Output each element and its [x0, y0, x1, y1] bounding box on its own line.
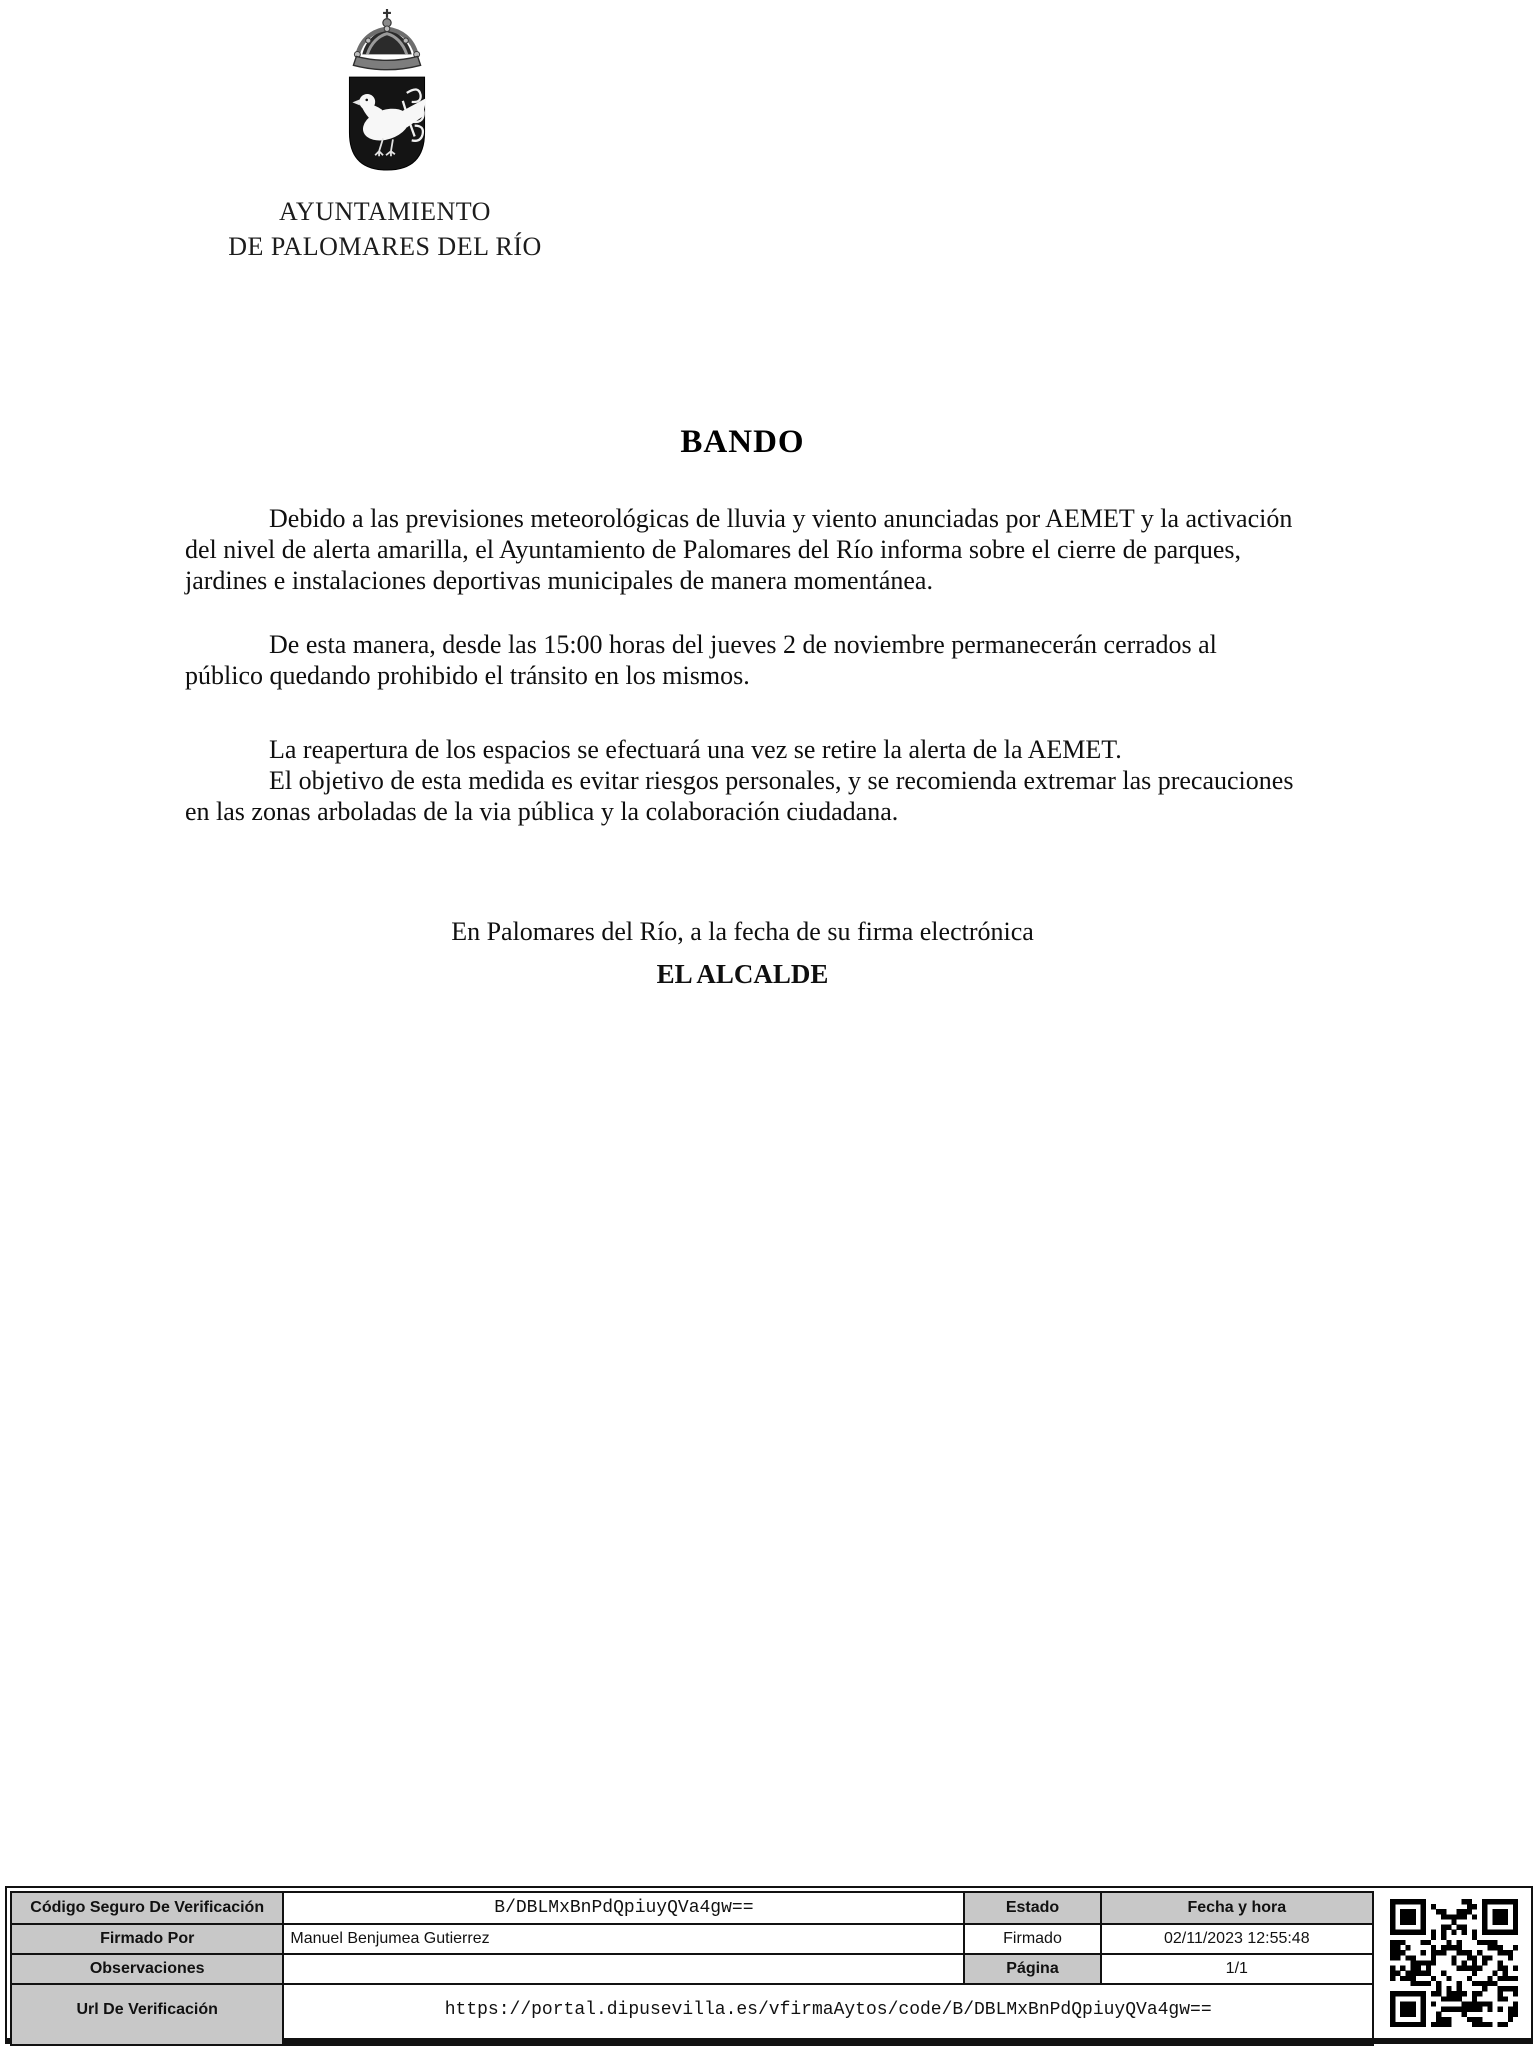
estado-header-cell: Estado: [964, 1892, 1100, 1924]
signature-block: [185, 916, 1300, 990]
firmado-por-label-cell: Firmado Por: [11, 1924, 283, 1954]
document-title: BANDO: [680, 424, 805, 460]
shield-icon: [349, 77, 426, 170]
url-label-cell: Url De Verificación: [11, 1984, 283, 2045]
qr-code-icon: [1390, 1899, 1518, 2027]
signer-role: EL ALCALDE: [656, 959, 829, 989]
table-row: [11, 1954, 1373, 1984]
observaciones-label-cell: Observaciones: [11, 1954, 283, 1984]
verification-footer: [5, 1886, 1533, 2044]
qr-code-box: [1380, 1891, 1528, 2035]
coat-of-arms-icon: [337, 6, 437, 174]
fecha-header-cell: Fecha y hora: [1101, 1892, 1373, 1924]
observaciones-value-cell: [283, 1954, 964, 1984]
organization-name: [165, 194, 605, 264]
paragraph: De esta manera, desde las 15:00 horas del jueves 2 de noviembre permanecerán cerrados al público quedando prohibido el tránsito en los mismos.: [185, 630, 1217, 690]
closing-place-line: En Palomares del Río, a la fecha de su firma electrónica: [451, 917, 1034, 946]
paragraph: El objetivo de esta medida es evitar riesgos personales, y se recomienda extremar las precauciones en las zonas arboladas de la via pública y la colaboración ciudadana.: [185, 766, 1294, 826]
pagina-value-cell: 1/1: [1101, 1954, 1373, 1984]
document-body: [185, 503, 1295, 827]
table-row: [11, 1924, 1373, 1954]
verification-table: [10, 1891, 1374, 2046]
paragraph: La reapertura de los espacios se efectuará una vez se retire la alerta de la AEMET.: [269, 735, 1122, 764]
organization-name-line1: AYUNTAMIENTO: [279, 197, 491, 226]
csv-label-cell: Código Seguro De Verificación: [11, 1892, 283, 1924]
pagina-label-cell: Página: [964, 1954, 1100, 1984]
firmado-por-value-cell: Manuel Benjumea Gutierrez: [283, 1924, 964, 1954]
table-row: [11, 1892, 1373, 1924]
url-value-cell: https://portal.dipusevilla.es/vfirmaAytos/code/B/DBLMxBnPdQpiuyQVa4gw==: [283, 1984, 1373, 2045]
fecha-value-cell: 02/11/2023 12:55:48: [1101, 1924, 1373, 1954]
estado-value-cell: Firmado: [964, 1924, 1100, 1954]
crown-icon: [353, 9, 420, 70]
organization-name-line2: DE PALOMARES DEL RÍO: [228, 232, 542, 261]
csv-value-cell: B/DBLMxBnPdQpiuyQVa4gw==: [283, 1892, 964, 1924]
paragraph: Debido a las previsiones meteorológicas de lluvia y viento anunciadas por AEMET y la activación del nivel de alerta amarilla, el Ayuntamiento de Palomares del Río informa sobre el cierre de parques, jardines e instalaciones deportivas municipales de manera momentánea.: [185, 504, 1293, 595]
table-row: [11, 1984, 1373, 2045]
